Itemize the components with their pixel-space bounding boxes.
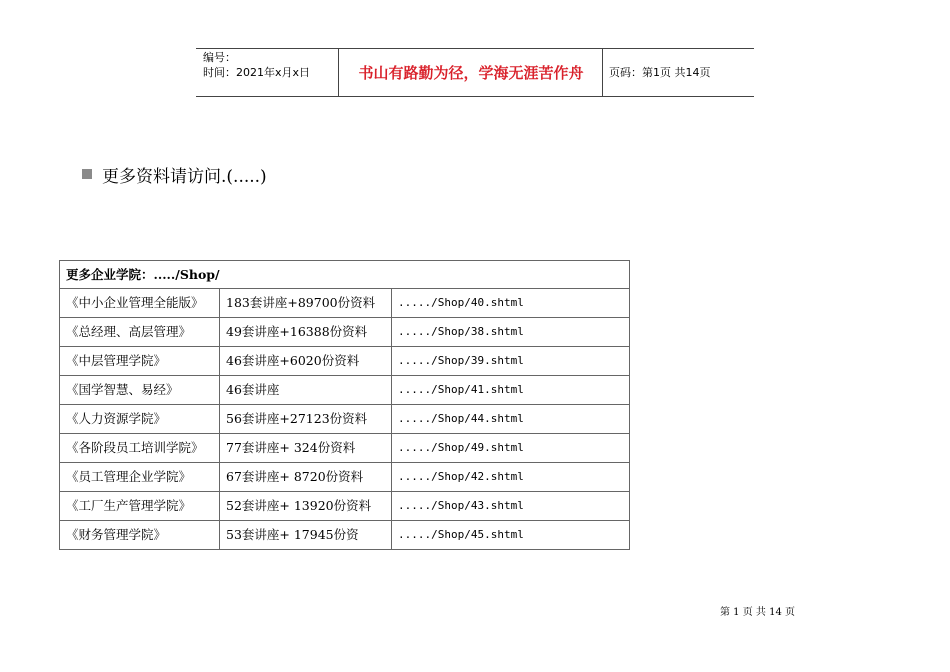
academy-link-cell[interactable]: ...../Shop/43.shtml xyxy=(392,492,630,521)
academy-count-cell: 183套讲座+89700份资料 xyxy=(220,289,392,318)
academy-count-cell: 53套讲座+ 17945份资 xyxy=(220,521,392,550)
academy-name-cell: 《中小企业管理全能版》 xyxy=(60,289,220,318)
table-row xyxy=(60,289,630,318)
table-row xyxy=(60,318,630,347)
header-time-label: 时间：2021年x月x日 xyxy=(203,66,311,79)
header-bottom-rule xyxy=(196,96,754,97)
visit-heading-text: 更多资料请访问.(.....) xyxy=(102,166,267,187)
academy-count-cell: 67套讲座+ 8720份资料 xyxy=(220,463,392,492)
academy-count-cell: 56套讲座+27123份资料 xyxy=(220,405,392,434)
academy-name-cell: 《各阶段员工培训学院》 xyxy=(60,434,220,463)
academy-link-cell[interactable]: ...../Shop/38.shtml xyxy=(392,318,630,347)
academy-link-cell[interactable]: ...../Shop/42.shtml xyxy=(392,463,630,492)
academy-name-cell: 《总经理、高层管理》 xyxy=(60,318,220,347)
header-number-label: 编号： xyxy=(203,51,236,64)
academy-count-cell: 46套讲座+6020份资料 xyxy=(220,347,392,376)
academy-link-cell[interactable]: ...../Shop/45.shtml xyxy=(392,521,630,550)
table-row xyxy=(60,434,630,463)
header-motto: 书山有路勤为径，学海无涯苦作舟 xyxy=(358,63,584,82)
header-divider-left xyxy=(338,48,339,96)
academy-table xyxy=(59,260,630,550)
academy-count-cell: 52套讲座+ 13920份资料 xyxy=(220,492,392,521)
table-row xyxy=(60,376,630,405)
footer-page-number: 第 1 页 共 14 页 xyxy=(720,607,795,618)
table-title: 更多企业学院：...../Shop/ xyxy=(60,261,630,289)
table-row xyxy=(60,521,630,550)
academy-name-cell: 《员工管理企业学院》 xyxy=(60,463,220,492)
table-row xyxy=(60,492,630,521)
academy-name-cell: 《中层管理学院》 xyxy=(60,347,220,376)
table-row xyxy=(60,463,630,492)
header-meta xyxy=(203,50,337,80)
academy-link-cell[interactable]: ...../Shop/41.shtml xyxy=(392,376,630,405)
academy-count-cell: 49套讲座+16388份资料 xyxy=(220,318,392,347)
academy-count-cell: 46套讲座 xyxy=(220,376,392,405)
header-divider-right xyxy=(602,48,603,96)
academy-name-cell: 《财务管理学院》 xyxy=(60,521,220,550)
table-row xyxy=(60,347,630,376)
academy-link-cell[interactable]: ...../Shop/40.shtml xyxy=(392,289,630,318)
academy-name-cell: 《人力资源学院》 xyxy=(60,405,220,434)
academy-link-cell[interactable]: ...../Shop/49.shtml xyxy=(392,434,630,463)
academy-name-cell: 《工厂生产管理学院》 xyxy=(60,492,220,521)
table-title-row xyxy=(60,261,630,289)
table-row xyxy=(60,405,630,434)
square-bullet-icon xyxy=(82,169,92,179)
academy-link-cell[interactable]: ...../Shop/44.shtml xyxy=(392,405,630,434)
academy-link-cell[interactable]: ...../Shop/39.shtml xyxy=(392,347,630,376)
visit-heading xyxy=(82,162,267,186)
header-page-label: 页码：第1页 共14页 xyxy=(609,66,711,79)
academy-name-cell: 《国学智慧、易经》 xyxy=(60,376,220,405)
academy-count-cell: 77套讲座+ 324份资料 xyxy=(220,434,392,463)
